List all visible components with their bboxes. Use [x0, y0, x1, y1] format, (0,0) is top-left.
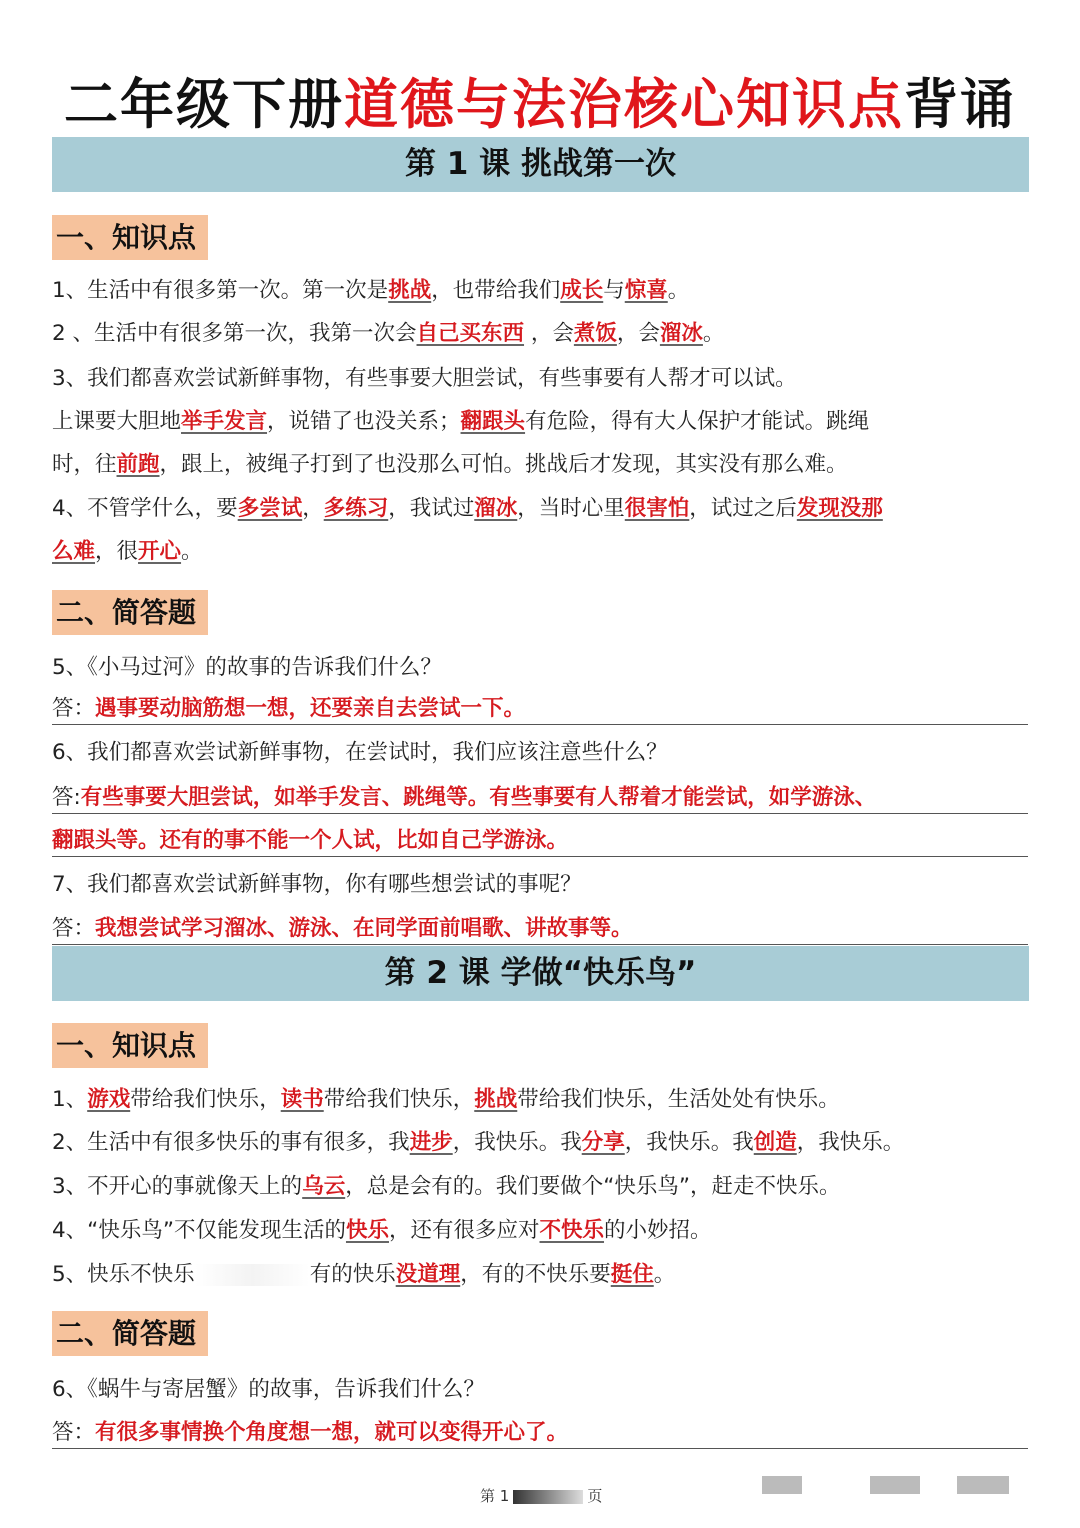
text-segment: ，: [302, 496, 324, 521]
key-term: 挑战: [474, 1087, 518, 1112]
key-term: 分享: [581, 1130, 625, 1155]
section-heading: 一、知识点: [52, 215, 208, 260]
text-segment: ，有的不快乐要: [460, 1262, 611, 1287]
text-segment: 。: [702, 321, 725, 346]
text-segment: ，说错了也没关系；: [267, 409, 461, 434]
key-term: 举手发言: [181, 409, 268, 434]
text-segment: 3、不开心的事就像天上的: [52, 1174, 303, 1199]
text-segment: 1、: [52, 1087, 88, 1112]
text-line: [52, 653, 1028, 683]
key-term: 读书: [280, 1087, 324, 1112]
text-segment: 7、我们都喜欢尝试新鲜事物，你有哪些想尝试的事呢？: [52, 872, 582, 897]
text-segment: 的小妙招。: [604, 1218, 712, 1243]
answer-line: [52, 1418, 1028, 1449]
answer-line: [52, 826, 1028, 857]
text-line: [52, 494, 1028, 524]
page-title: [0, 62, 1080, 139]
key-term: 不快乐: [539, 1218, 605, 1243]
text-segment: 4、“快乐鸟”不仅能发现生活的: [52, 1218, 346, 1243]
page-footer: [480, 1485, 602, 1506]
text-line: [52, 1216, 1028, 1246]
key-term: 溜冰: [474, 496, 518, 521]
text-segment: 答:: [52, 785, 81, 810]
text-segment: 。: [667, 278, 690, 303]
text-segment: 6、我们都喜欢尝试新鲜事物，在尝试时，我们应该注意些什么？: [52, 740, 668, 765]
lesson-title-banner: 第 2 课 学做“快乐鸟”: [52, 946, 1029, 1001]
answer-line: [52, 783, 1028, 814]
text-line: [52, 1375, 1028, 1405]
section-heading: 二、简答题: [52, 590, 208, 635]
text-line: [52, 407, 1028, 437]
watermark: [762, 1476, 802, 1494]
text-line: [52, 1085, 1028, 1115]
section-heading: 二、简答题: [52, 1311, 208, 1356]
text-segment: ，我试过: [388, 496, 475, 521]
text-segment: ，我快乐。我: [624, 1130, 754, 1155]
title-highlight: 道德与法治核心知识点: [344, 73, 904, 136]
text-line: [52, 364, 1028, 394]
text-segment: 4、不管学什么，要: [52, 496, 238, 521]
text-segment: 答：: [52, 916, 96, 941]
text-segment: ，还有很多应对: [388, 1218, 540, 1243]
text-segment: ，我快乐。: [796, 1130, 905, 1155]
key-term: 成长: [560, 278, 604, 303]
text-line: [52, 1172, 1028, 1202]
key-term: 创造: [753, 1130, 797, 1155]
key-term: 煮饭: [573, 321, 617, 346]
text-segment: 上课要大胆地: [52, 409, 182, 434]
key-term: 多练习: [323, 496, 389, 521]
text-segment: 5、《小马过河》的故事的告诉我们什么？: [52, 655, 442, 680]
text-line: [52, 450, 1028, 480]
text-segment: 带给我们快乐，: [323, 1087, 475, 1112]
redacted-mask: [513, 1490, 583, 1504]
text-segment: 答：: [52, 1420, 96, 1445]
text-line: [52, 276, 1028, 306]
key-term: 自己买东西: [416, 321, 525, 346]
key-term: 快乐: [345, 1218, 389, 1243]
text-segment: ，会: [616, 321, 660, 346]
text-segment: 带给我们快乐，生活处处有快乐。: [517, 1087, 840, 1112]
text-line: [52, 738, 1028, 768]
key-term: 挑战: [388, 278, 432, 303]
key-term: 很害怕: [624, 496, 690, 521]
text-segment: 与: [603, 278, 625, 303]
text-segment: 2、生活中有很多快乐的事有很多，我: [52, 1130, 410, 1155]
key-term: 有很多事情换个角度想一想，就可以变得开心了。: [95, 1420, 569, 1445]
page-number-suffix: 页: [587, 1487, 603, 1505]
title-part: 二年级下册: [64, 73, 344, 136]
text-line: [52, 537, 1028, 567]
text-segment: 1、生活中有很多第一次。第一次是: [52, 278, 389, 303]
text-segment: ，也带给我们: [431, 278, 561, 303]
key-term: 翻跟头: [460, 409, 526, 434]
text-segment: 有危险，得有大人保护才能试。跳绳: [525, 409, 870, 434]
text-segment: ，我快乐。我: [452, 1130, 582, 1155]
key-term: 乌云: [302, 1174, 346, 1199]
text-segment: ，试过之后: [689, 496, 797, 521]
text-line: [52, 319, 1028, 349]
key-term: 没道理: [395, 1262, 461, 1287]
text-segment: 答：: [52, 696, 96, 721]
text-segment: 时，往: [52, 452, 117, 477]
key-term: 开心: [138, 539, 182, 564]
key-term: 有些事要大胆尝试，如举手发言、跳绳等。有些事要有人帮着才能尝试，如学游泳、: [80, 785, 877, 810]
key-term: 发现没那: [796, 496, 883, 521]
text-segment: ，总是会有的。我们要做个“快乐鸟”，赶走不快乐。: [345, 1174, 841, 1199]
key-term: 我想尝试学习溜冰、游泳、在同学面前唱歌、讲故事等。: [95, 916, 633, 941]
watermark: [957, 1476, 1009, 1494]
text-segment: 5、快乐不快乐: [52, 1262, 195, 1287]
text-segment: ，会: [524, 321, 574, 346]
text-segment: 3、我们都喜欢尝试新鲜事物，有些事要大胆尝试，有些事要有人帮才可以试。: [52, 366, 797, 391]
answer-line: [52, 694, 1028, 725]
key-term: 惊喜: [624, 278, 668, 303]
answer-line: [52, 914, 1028, 945]
key-term: 游戏: [87, 1087, 131, 1112]
key-term: 翻跟头等。还有的事不能一个人试，比如自己学游泳。: [52, 828, 569, 853]
lesson-title-banner: 第 1 课 挑战第一次: [52, 137, 1029, 192]
key-term: 遇事要动脑筋想一想，还要亲自去尝试一下。: [95, 696, 526, 721]
text-segment: 2 、生活中有很多第一次，我第一次会: [52, 321, 417, 346]
redacted-blur: [195, 1264, 310, 1286]
text-line: [52, 1128, 1028, 1158]
section-heading: 一、知识点: [52, 1023, 208, 1068]
text-line: [52, 1260, 1028, 1290]
watermark: [870, 1476, 920, 1494]
text-segment: ，很: [95, 539, 139, 564]
key-term: 前跑: [116, 452, 160, 477]
text-segment: 有的快乐: [309, 1262, 396, 1287]
key-term: 挺住: [610, 1262, 654, 1287]
title-part: 背诵: [904, 73, 1016, 136]
key-term: 多尝试: [237, 496, 303, 521]
text-segment: ，当时心里: [517, 496, 625, 521]
key-term: 么难: [52, 539, 96, 564]
text-segment: 。: [181, 539, 203, 564]
text-segment: 。: [653, 1262, 676, 1287]
text-segment: ，跟上，被绳子打到了也没那么可怕。挑战后才发现，其实没有那么难。: [159, 452, 848, 477]
text-line: [52, 870, 1028, 900]
key-term: 溜冰: [659, 321, 703, 346]
page-number-prefix: 第 1: [480, 1487, 510, 1505]
text-segment: 6、《蜗牛与寄居蟹》的故事，告诉我们什么？: [52, 1377, 485, 1402]
text-segment: 带给我们快乐，: [130, 1087, 281, 1112]
key-term: 进步: [409, 1130, 453, 1155]
